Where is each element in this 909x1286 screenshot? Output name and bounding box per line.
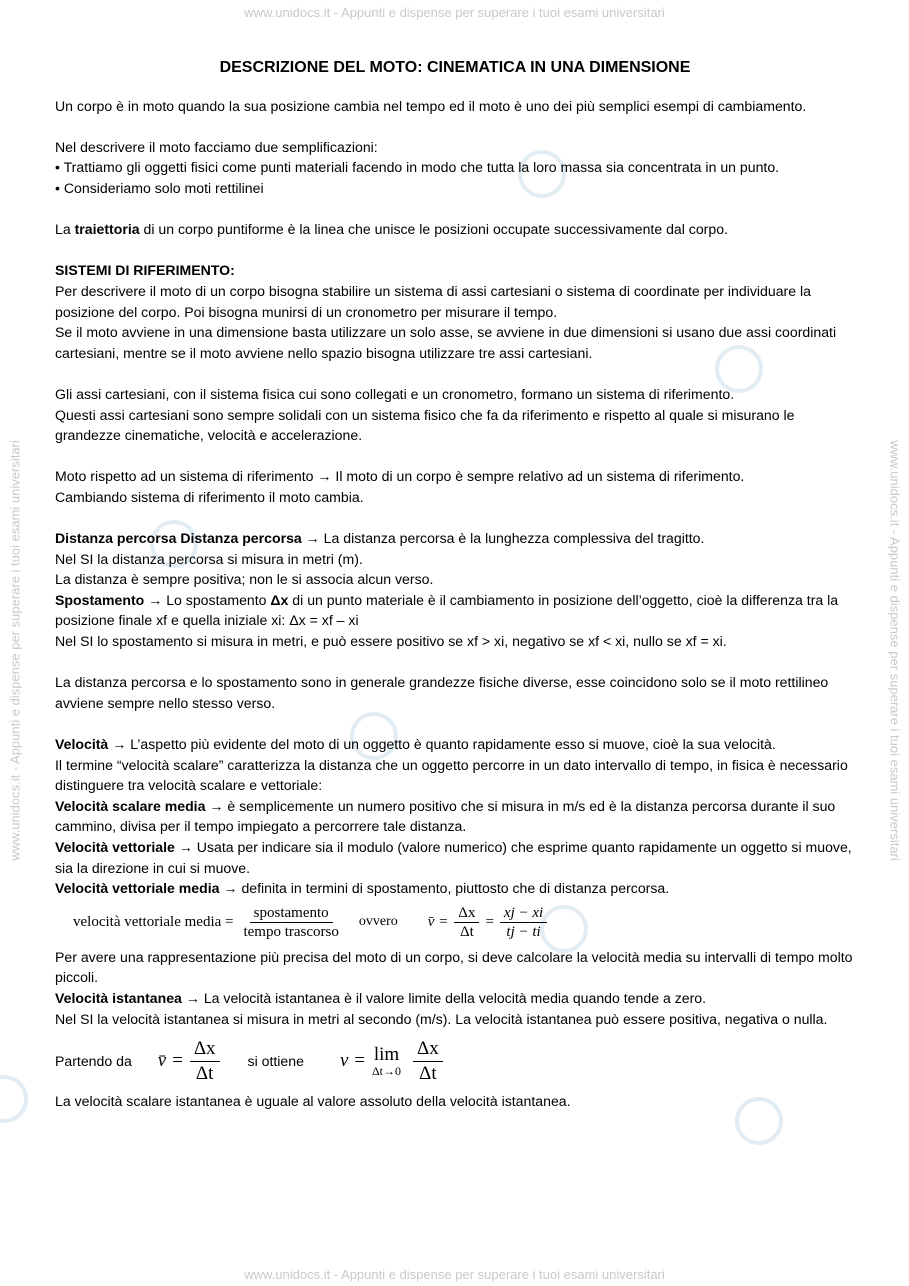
term-spostamento: Spostamento [55, 591, 145, 608]
paragraph: Per avere una rappresentazione più precisa del moto di un corpo, si deve calcolare la velocità media su intervalli di tempo molto piccoli. [55, 948, 853, 986]
bullet-item: • Trattiamo gli oggetti fisici come punti materiali facendo in modo che tutta la loro massa sia concentrata in un punto. [55, 159, 780, 176]
watermark-right: www.unidocs.it - Appunti e dispense per superare i tuoi esami universitari [887, 440, 903, 861]
bullet-item: • Consideriamo solo moti rettilinei [55, 179, 264, 196]
term-velocita-scalare-media: Velocità scalare media [55, 797, 206, 814]
formula-velocita-media: velocità vettoriale media = $\frac{\text{spostamento}}{\text{tempo trascorso}}$ ovvero v̄ = $\frac{\Delta x}{\Delta t}$ = $\frac{xj - xi}{tj - ti}$ [73, 899, 855, 947]
watermark-logo-icon [0, 1075, 28, 1123]
paragraph: La distanza percorsa e lo spostamento sono in generale grandezze fisiche diverse, esse coincidono solo se il moto rettilineo avviene sempre nello stesso verso. [55, 674, 829, 711]
section-heading: SISTEMI DI RIFERIMENTO: [55, 262, 235, 279]
term-velocita: Velocità [55, 736, 109, 752]
watermark-top: www.unidocs.it - Appunti e dispense per superare i tuoi esami universitari [244, 5, 665, 20]
paragraph: Velocità → L’aspetto più evidente del moto di un oggetto è quanto rapidamente esso si muove, cioè la sua velocità. [55, 736, 776, 752]
term-velocita-istantanea: Velocità istantanea [55, 989, 182, 1006]
paragraph: Nel SI la distanza percorsa si misura in metri (m). [55, 550, 363, 567]
paragraph: La distanza è sempre positiva; non le si associa alcun verso. [55, 571, 434, 588]
paragraph: La traiettoria di un corpo puntiforme è la linea che unisce le posizioni occupate successivamente dal corpo. [55, 221, 728, 238]
paragraph: Il termine “velocità scalare” caratterizza la distanza che un oggetto percorre in un dato intervallo di tempo, in fisica è necessario distinguere tra velocità scalare e vettoriale: [55, 756, 848, 794]
paragraph: Un corpo è in moto quando la sua posizione cambia nel tempo ed il moto è uno dei più semplici esempi di cambiamento. [55, 97, 807, 114]
paragraph: La velocità scalare istantanea è uguale al valore assoluto della velocità istantanea. [55, 1093, 571, 1110]
term-velocita-vettoriale: Velocità vettoriale [55, 838, 175, 855]
formula-velocita-istantanea: Partendo da v̄ = $\frac{\Delta x}{\Delta t}$ si ottiene v = lim Δt→0 $\frac{\Delta x}{\Delta t}$ [55, 1031, 855, 1091]
paragraph: Se il moto avviene in una dimensione basta utilizzare un solo asse, se avviene in due dimensioni si usano due assi coordinati cartesiani, mentre se il moto avviene nello spazio bisogna utilizzare tre assi cartesiani. [55, 324, 837, 361]
paragraph: Nel SI lo spostamento si misura in metri, e può essere positivo se xf > xi, negativo se xf < xi, nullo se xf = xi. [55, 633, 727, 650]
watermark-bottom: www.unidocs.it - Appunti e dispense per superare i tuoi esami universitari [244, 1267, 665, 1282]
paragraph: Gli assi cartesiani, con il sistema fisica cui sono collegati e un cronometro, formano un sistema di riferimento. [55, 385, 735, 402]
page-title: DESCRIZIONE DEL MOTO: CINEMATICA IN UNA DIMENSIONE [219, 59, 691, 76]
term-velocita-vettoriale-media: Velocità vettoriale media [55, 880, 220, 897]
paragraph: Nel SI la velocità istantanea si misura in metri al secondo (m/s). La velocità istantanea può essere positiva, negativa o nulla. [55, 1010, 828, 1027]
document-body [55, 58, 855, 1112]
paragraph: Velocità vettoriale media → definita in termini di spostamento, piuttosto che di distanza percorsa. [55, 880, 670, 897]
paragraph: Per descrivere il moto di un corpo bisogna stabilire un sistema di assi cartesiani o sistema di coordinate per individuare la posizione del corpo. Poi bisogna munirsi di un cronometro per misurare il tempo. [55, 282, 811, 320]
paragraph: Velocità istantanea → La velocità istantanea è il valore limite della velocità media quando tende a zero. [55, 989, 707, 1006]
paragraph: Distanza percorsa Distanza percorsa → La distanza percorsa è la lunghezza complessiva del tragitto. [55, 530, 705, 547]
term-distanza: Distanza percorsa Distanza percorsa [55, 530, 302, 547]
paragraph: Velocità vettoriale → Usata per indicare sia il modulo (valore numerico) che esprime quanto rapidamente un oggetto si muove, sia la direzione in cui si muove. [55, 838, 852, 876]
paragraph: Velocità scalare media → è semplicemente un numero positivo che si misura in m/s ed è la distanza percorsa durante il suo cammino, divisa per il tempo impiegato a percorrere tale distanza. [55, 797, 836, 835]
paragraph: Spostamento → Lo spostamento Δx di un punto materiale è il cambiamento in posizione dell’oggetto, cioè la differenza tra la posizione finale xf e quella iniziale xi: Δx = xf – xi [55, 591, 839, 629]
paragraph: Moto rispetto ad un sistema di riferimento → Il moto di un corpo è sempre relativo ad un sistema di riferimento. [55, 468, 745, 485]
term-traiettoria: traiettoria [74, 221, 140, 238]
paragraph: Nel descrivere il moto facciamo due semplificazioni: [55, 138, 378, 155]
watermark-left: www.unidocs.it - Appunti e dispense per superare i tuoi esami universitari [7, 440, 23, 861]
paragraph: Cambiando sistema di riferimento il moto cambia. [55, 488, 364, 505]
paragraph: Questi assi cartesiani sono sempre solidali con un sistema fisico che fa da riferimento e rispetto al quale si misurano le grandezze cinematiche, velocità e accelerazione. [55, 406, 795, 444]
